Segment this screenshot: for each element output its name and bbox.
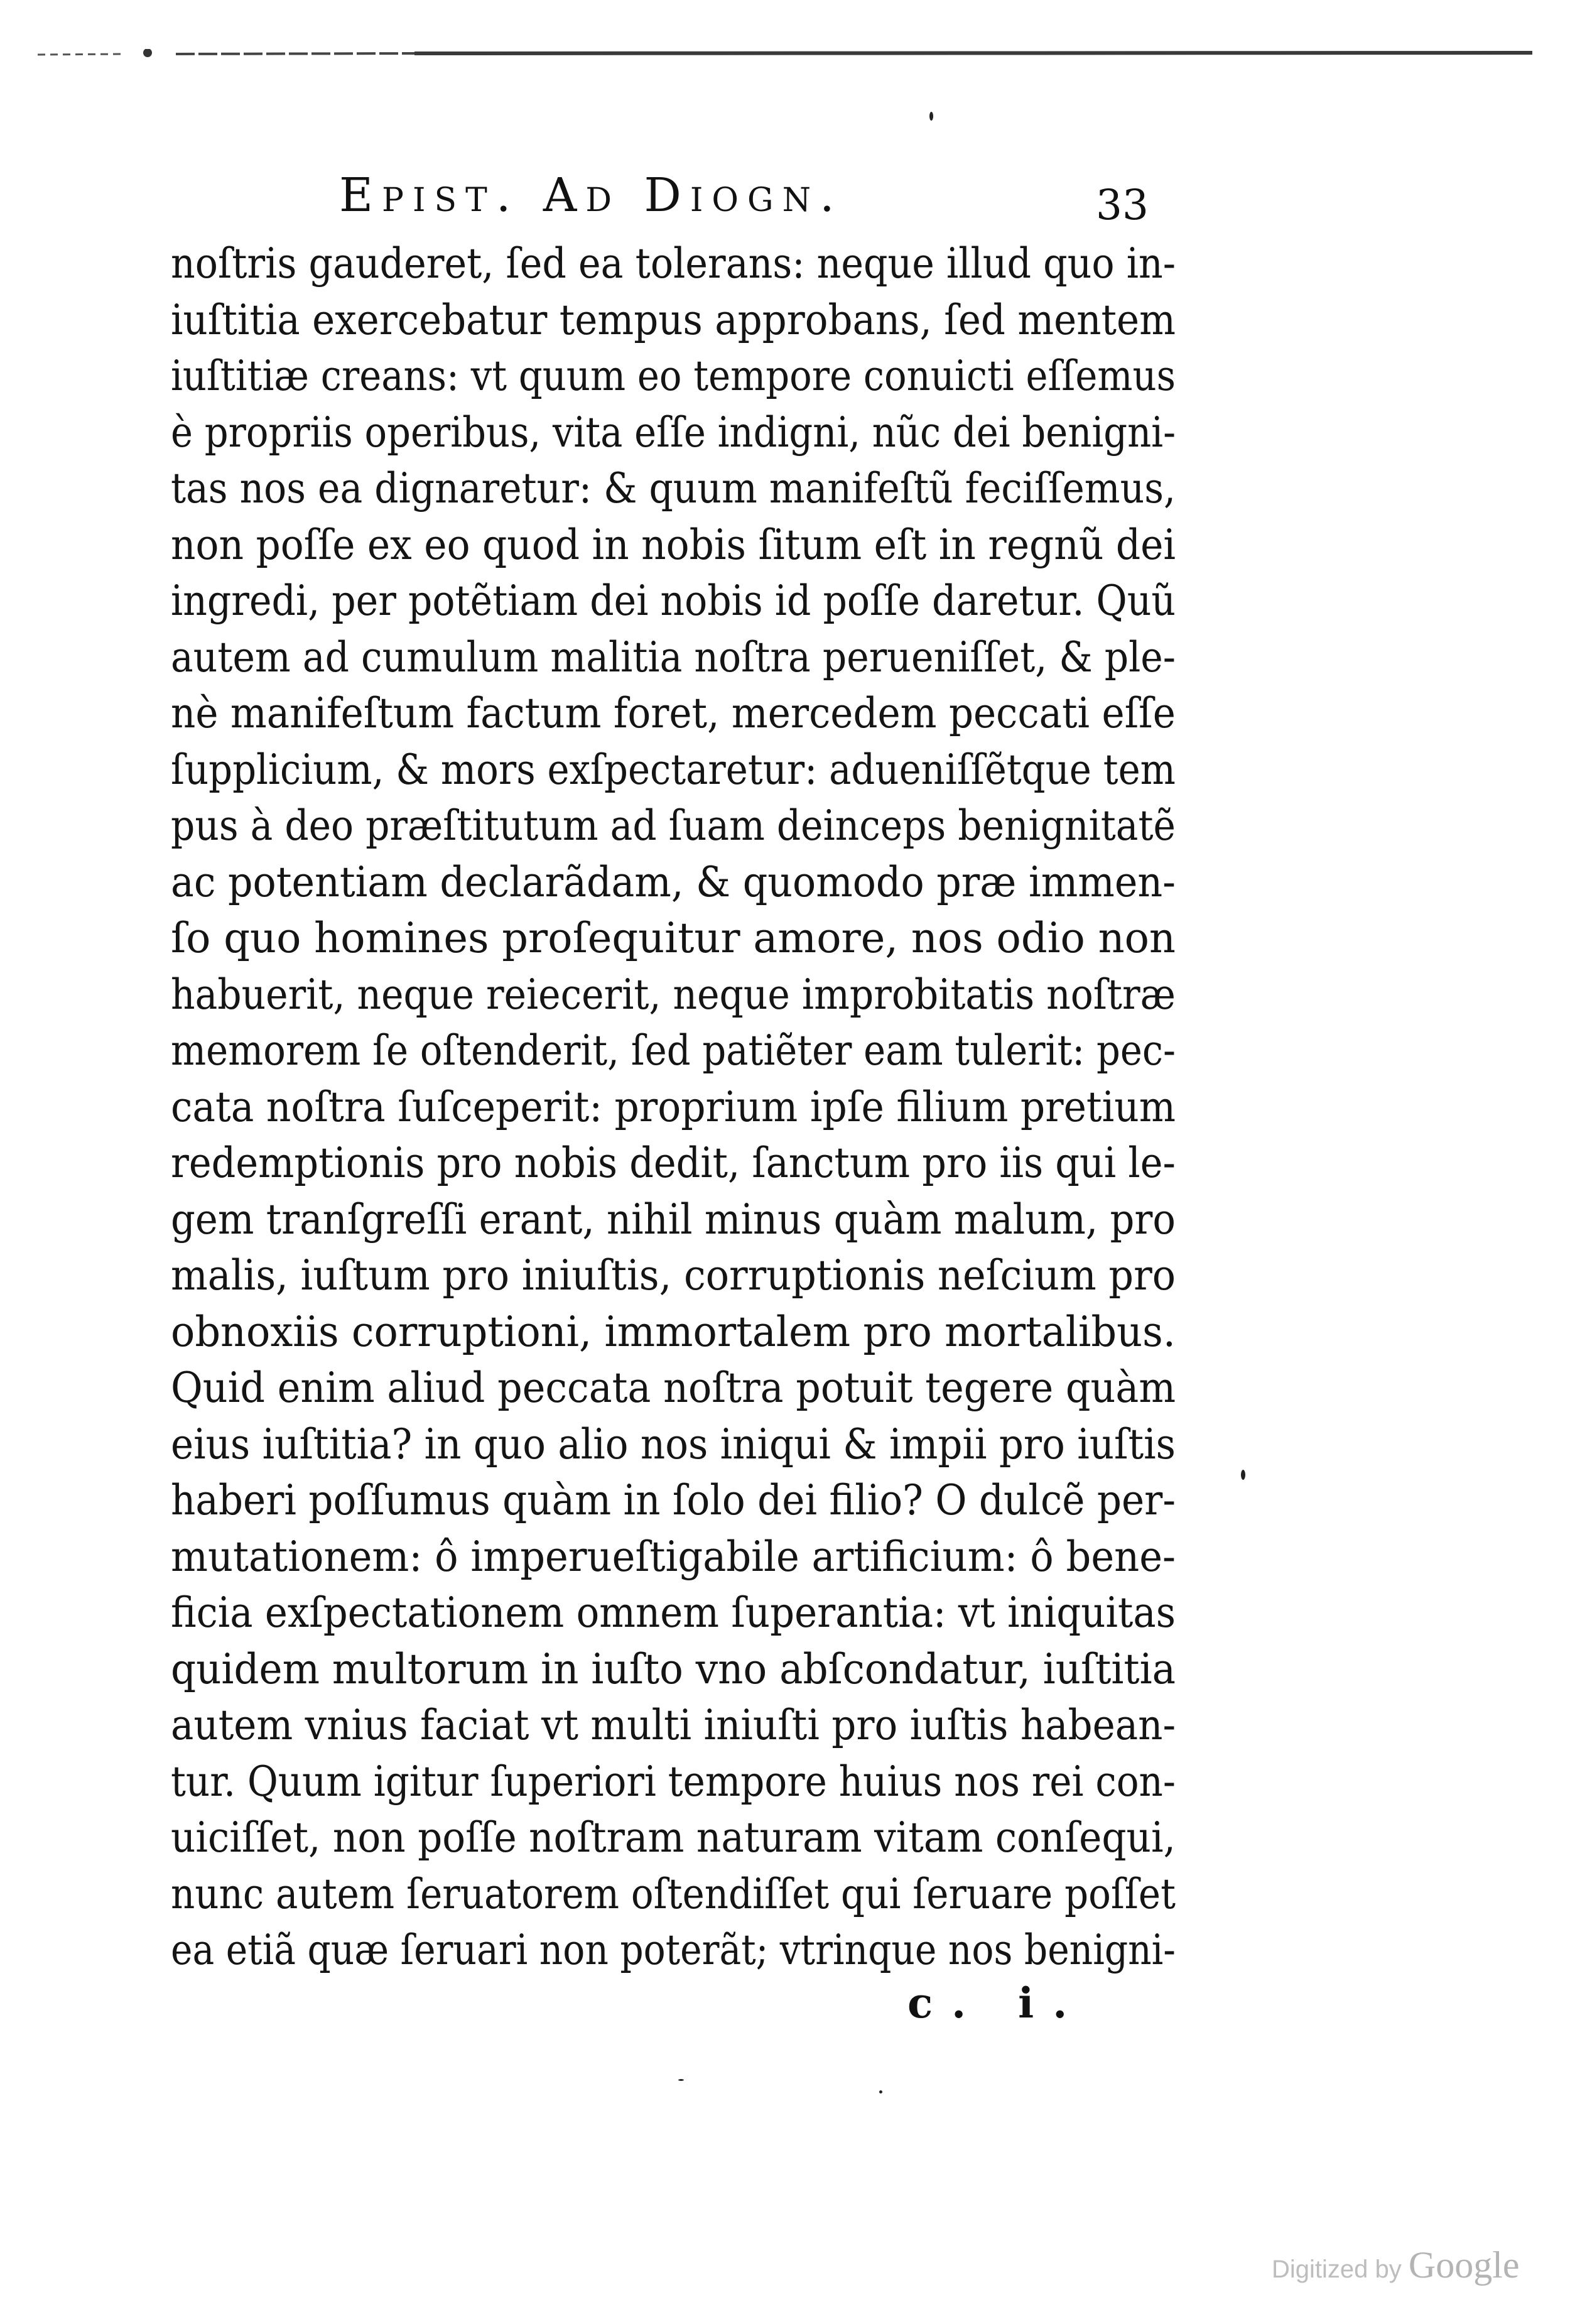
- text-line: [171, 1922, 1176, 1979]
- text-line: [171, 910, 1176, 967]
- text-line-content: haberi poſſumus quàm in ſolo dei filio? O dulcẽ per-: [171, 1476, 1176, 1524]
- text-line-content: pus à deo præſtitutum ad ſuam deinceps benignitatẽ: [171, 801, 1176, 850]
- text-line: [171, 236, 1176, 292]
- text-line: [171, 1472, 1176, 1529]
- text-line: [171, 517, 1176, 573]
- scan-edge-rule: [38, 49, 1532, 58]
- text-line: [171, 1304, 1176, 1360]
- text-line: [171, 1360, 1176, 1416]
- watermark-prefix: Digitized by: [1272, 2256, 1409, 2283]
- text-line: [171, 573, 1176, 629]
- text-line: [171, 460, 1176, 517]
- text-line-content: redemptionis pro nobis dedit, ſanctum pro iis qui le-: [171, 1139, 1176, 1187]
- text-line-content: è propriis operibus, vita eſſe indigni, nũc dei benigni-: [171, 408, 1176, 457]
- text-line-content: non poſſe ex eo quod in nobis ſitum eſt in regnũ dei: [171, 520, 1176, 569]
- text-line: [171, 798, 1176, 854]
- text-line: [171, 685, 1176, 742]
- text-line-content: ſo quo homines proſequitur amore, nos odio non: [171, 914, 1176, 962]
- text-line-content: tas nos ea dignaretur: & quum manifeſtũ feciſſemus,: [171, 464, 1176, 513]
- text-line-content: memorem ſe oſtenderit, ſed patiẽter eam tulerit: pec-: [171, 1026, 1176, 1075]
- text-line-content: obnoxiis corruptioni, immortalem pro mortalibus.: [171, 1307, 1176, 1356]
- text-line-content: nè manifeſtum factum foret, mercedem peccati eſſe: [171, 689, 1176, 737]
- text-line-content: autem vnius faciat vt multi iniuſti pro iuſtis habean-: [171, 1701, 1176, 1749]
- text-line-content: mutationem: ô imperueſtigabile artificium: ô bene-: [171, 1532, 1176, 1581]
- text-line: [171, 1641, 1176, 1698]
- text-line-content: autem ad cumulum malitia noſtra perueniſſet, & ple-: [171, 633, 1176, 681]
- watermark-brand: Google: [1408, 2244, 1520, 2286]
- text-line-content: nunc autem ſeruatorem oſtendiſſet qui ſeruare poſſet: [171, 1869, 1176, 1918]
- text-line: [171, 1079, 1176, 1136]
- text-line-content: quidem multorum in iuſto vno abſcondatur, iuſtitia: [171, 1644, 1176, 1693]
- text-line-content: ea etiã quæ ſeruari non poterãt; vtrinque nos benigni-: [171, 1926, 1176, 1974]
- text-line-content: Quid enim aliud peccata noſtra potuit tegere quàm: [171, 1364, 1176, 1412]
- text-line-content: ficia exſpectationem omnem ſuperantia: vt iniquitas: [171, 1588, 1176, 1637]
- text-line-content: iuſtitiæ creans: vt quum eo tempore conuicti eſſemus: [171, 352, 1176, 400]
- text-line-content: habuerit, neque reiecerit, neque improbitatis noſtræ: [171, 970, 1176, 1019]
- text-line-content: eius iuſtitia? in quo alio nos iniqui & impii pro iuſtis: [171, 1420, 1176, 1469]
- text-line: [171, 1529, 1176, 1585]
- text-line: [171, 1585, 1176, 1641]
- text-line-content: malis, iuſtum pro iniuſtis, corruptionis neſcium pro: [171, 1251, 1176, 1300]
- text-line: [171, 405, 1176, 461]
- text-line-content: iuſtitia exercebatur tempus approbans, ſed mentem: [171, 295, 1176, 344]
- signature-mark: c. i.: [907, 1979, 1086, 2028]
- text-line-content: ſupplicium, & mors exſpectaretur: adueniſſẽtque tem: [171, 745, 1176, 794]
- text-line: [171, 292, 1176, 349]
- text-line-content: tur. Quum igitur ſuperiori tempore huius nos rei con-: [171, 1757, 1176, 1806]
- text-line-content: uiciſſet, non poſſe noſtram naturam vitam conſequi,: [171, 1813, 1176, 1862]
- text-line: [171, 1810, 1176, 1866]
- text-line: [171, 1754, 1176, 1810]
- text-line: [171, 348, 1176, 405]
- text-line-content: gem tranſgreſſi erant, nihil minus quàm malum, pro: [171, 1195, 1176, 1244]
- text-line: [171, 1192, 1176, 1248]
- running-head: Epist. Ad Diogn.: [339, 168, 843, 222]
- text-line-content: noſtris gauderet, ſed ea tolerans: neque illud quo in-: [171, 239, 1176, 288]
- text-line: [171, 1135, 1176, 1192]
- body-text: [171, 236, 1176, 1979]
- text-line: [171, 742, 1176, 798]
- text-line: [171, 1416, 1176, 1473]
- text-line: [171, 854, 1176, 911]
- page-number: 33: [1096, 181, 1149, 229]
- text-line: [171, 629, 1176, 686]
- text-line: [171, 1866, 1176, 1923]
- text-line-content: cata noſtra ſuſceperit: proprium ipſe filium pretium: [171, 1082, 1176, 1131]
- google-watermark: [1272, 2244, 1520, 2287]
- text-line-content: ingredi, per potẽtiam dei nobis id poſſe daretur. Quũ: [171, 577, 1176, 625]
- text-line: [171, 967, 1176, 1023]
- text-line-content: ac potentiam declarãdam, & quomodo præ immen-: [171, 857, 1176, 906]
- text-line: [171, 1023, 1176, 1079]
- text-line: [171, 1697, 1176, 1754]
- text-line: [171, 1247, 1176, 1304]
